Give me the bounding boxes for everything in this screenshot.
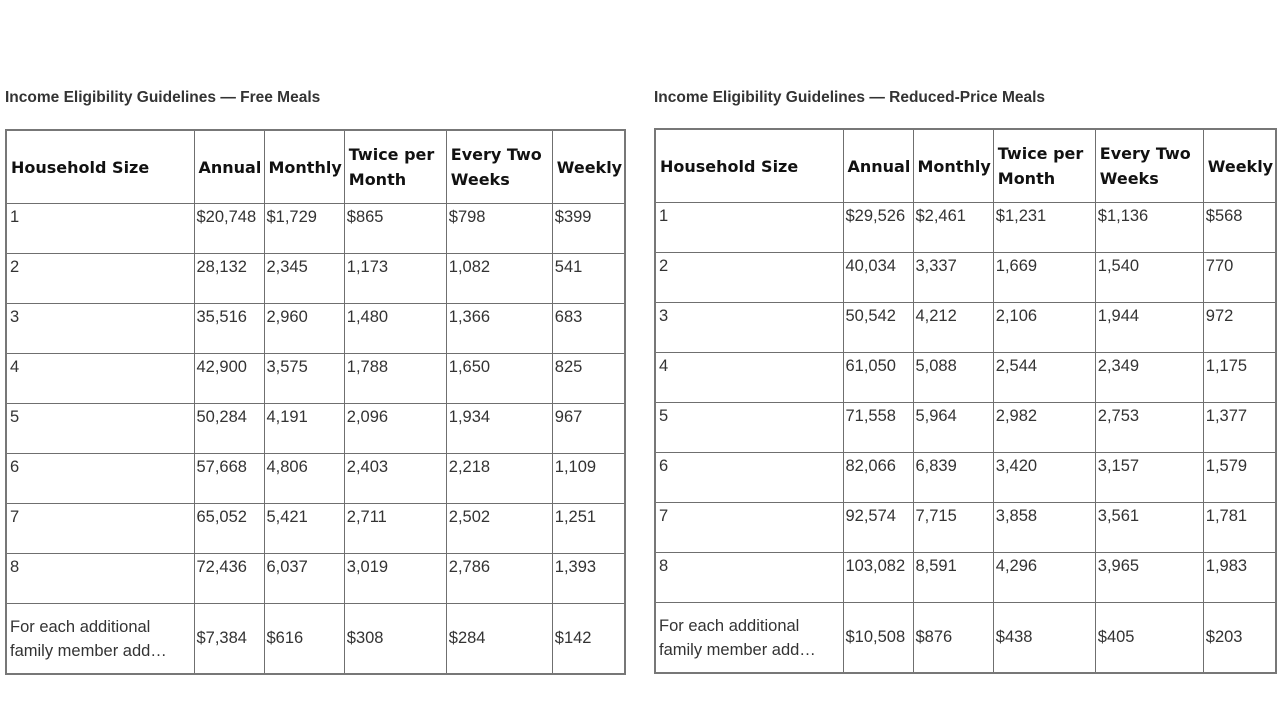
table-row [6,354,625,404]
cell-annual: $29,526 [843,203,913,253]
cell-household-size: 4 [6,354,194,404]
header-household-size: Household Size [655,129,843,203]
cell-household-size: 6 [655,453,843,503]
free-meals-panel [5,86,626,675]
cell-household-size: 4 [655,353,843,403]
cell-weekly: 1,175 [1203,353,1276,403]
cell-annual: $20,748 [194,204,264,254]
table-row [655,303,1276,353]
cell-monthly: 5,964 [913,403,993,453]
cell-every-two-weeks: $1,136 [1095,203,1203,253]
table-row [6,254,625,304]
cell-twice-per-month: 2,403 [344,454,446,504]
cell-annual: 28,132 [194,254,264,304]
header-weekly: Weekly [1203,129,1276,203]
cell-household-size: 2 [655,253,843,303]
cell-monthly: $876 [913,603,993,674]
cell-twice-per-month: $865 [344,204,446,254]
table-row [6,554,625,604]
cell-twice-per-month: 1,173 [344,254,446,304]
table-row [655,453,1276,503]
cell-annual: 92,574 [843,503,913,553]
reduced-price-meals-table [654,128,1277,674]
cell-household-size: 3 [655,303,843,353]
table-row [6,604,625,675]
cell-weekly: 1,781 [1203,503,1276,553]
cell-weekly: 683 [552,304,625,354]
cell-household-size: 5 [655,403,843,453]
cell-household-size: 7 [6,504,194,554]
cell-annual: 35,516 [194,304,264,354]
cell-every-two-weeks: $798 [446,204,552,254]
cell-monthly: 4,191 [264,404,344,454]
cell-every-two-weeks: 1,934 [446,404,552,454]
cell-household-size: 3 [6,304,194,354]
cell-weekly: 1,579 [1203,453,1276,503]
free-meals-table [5,129,626,675]
cell-every-two-weeks: 2,218 [446,454,552,504]
table-row [655,203,1276,253]
cell-every-two-weeks: 3,965 [1095,553,1203,603]
cell-household-size: 1 [6,204,194,254]
cell-twice-per-month: 2,711 [344,504,446,554]
cell-twice-per-month: $308 [344,604,446,675]
cell-weekly: $568 [1203,203,1276,253]
cell-every-two-weeks: $405 [1095,603,1203,674]
cell-annual: 61,050 [843,353,913,403]
cell-household-size: For each additional family member add… [655,603,843,674]
cell-household-size: For each additional family member add… [6,604,194,675]
cell-monthly: $1,729 [264,204,344,254]
cell-annual: 42,900 [194,354,264,404]
header-twice-per-month: Twice per Month [993,129,1095,203]
table-header-row [655,129,1276,203]
cell-weekly: 972 [1203,303,1276,353]
cell-weekly: 770 [1203,253,1276,303]
cell-annual: 50,284 [194,404,264,454]
header-weekly: Weekly [552,130,625,204]
cell-twice-per-month: 2,096 [344,404,446,454]
header-household-size: Household Size [6,130,194,204]
cell-annual: 50,542 [843,303,913,353]
cell-annual: 103,082 [843,553,913,603]
cell-twice-per-month: 3,858 [993,503,1095,553]
cell-household-size: 1 [655,203,843,253]
cell-every-two-weeks: 2,502 [446,504,552,554]
cell-household-size: 5 [6,404,194,454]
cell-monthly: 4,806 [264,454,344,504]
table-row [6,454,625,504]
cell-annual: 71,558 [843,403,913,453]
cell-twice-per-month: $1,231 [993,203,1095,253]
cell-every-two-weeks: 2,786 [446,554,552,604]
header-annual: Annual [843,129,913,203]
cell-monthly: 5,421 [264,504,344,554]
cell-annual: 72,436 [194,554,264,604]
reduced-price-meals-panel [654,86,1277,674]
cell-weekly: 1,377 [1203,403,1276,453]
cell-twice-per-month: 3,019 [344,554,446,604]
header-monthly: Monthly [264,130,344,204]
cell-weekly: $399 [552,204,625,254]
cell-weekly: 1,251 [552,504,625,554]
header-annual: Annual [194,130,264,204]
header-twice-per-month: Twice per Month [344,130,446,204]
table-row [6,504,625,554]
cell-twice-per-month: 2,106 [993,303,1095,353]
cell-household-size: 8 [6,554,194,604]
cell-annual: 65,052 [194,504,264,554]
table-row [6,204,625,254]
cell-weekly: 1,393 [552,554,625,604]
table-row [655,253,1276,303]
table-row [6,304,625,354]
cell-weekly: 1,983 [1203,553,1276,603]
table-row [6,404,625,454]
cell-twice-per-month: $438 [993,603,1095,674]
cell-every-two-weeks: 1,944 [1095,303,1203,353]
cell-twice-per-month: 2,982 [993,403,1095,453]
cell-annual: 40,034 [843,253,913,303]
cell-household-size: 2 [6,254,194,304]
cell-annual: $10,508 [843,603,913,674]
cell-weekly: 1,109 [552,454,625,504]
cell-every-two-weeks: 1,082 [446,254,552,304]
cell-monthly: 6,839 [913,453,993,503]
table-row [655,403,1276,453]
cell-monthly: 2,960 [264,304,344,354]
cell-annual: 82,066 [843,453,913,503]
cell-every-two-weeks: 2,349 [1095,353,1203,403]
header-monthly: Monthly [913,129,993,203]
cell-monthly: 6,037 [264,554,344,604]
cell-every-two-weeks: 1,540 [1095,253,1203,303]
cell-every-two-weeks: 3,561 [1095,503,1203,553]
table-row [655,603,1276,674]
reduced-price-meals-title: Income Eligibility Guidelines — Reduced-Price Meals [654,89,1046,106]
free-meals-title: Income Eligibility Guidelines — Free Meals [5,89,321,106]
header-every-two-weeks: Every Two Weeks [1095,129,1203,203]
cell-household-size: 8 [655,553,843,603]
cell-monthly: 7,715 [913,503,993,553]
cell-every-two-weeks: 3,157 [1095,453,1203,503]
cell-monthly: 2,345 [264,254,344,304]
cell-monthly: 3,575 [264,354,344,404]
cell-every-two-weeks: $284 [446,604,552,675]
cell-twice-per-month: 1,669 [993,253,1095,303]
cell-monthly: 5,088 [913,353,993,403]
cell-weekly: 541 [552,254,625,304]
cell-monthly: $2,461 [913,203,993,253]
cell-twice-per-month: 3,420 [993,453,1095,503]
cell-weekly: $203 [1203,603,1276,674]
cell-household-size: 7 [655,503,843,553]
cell-monthly: $616 [264,604,344,675]
cell-monthly: 8,591 [913,553,993,603]
cell-twice-per-month: 4,296 [993,553,1095,603]
cell-every-two-weeks: 2,753 [1095,403,1203,453]
header-every-two-weeks: Every Two Weeks [446,130,552,204]
cell-every-two-weeks: 1,650 [446,354,552,404]
cell-weekly: $142 [552,604,625,675]
table-header-row [6,130,625,204]
table-row [655,553,1276,603]
cell-weekly: 825 [552,354,625,404]
cell-every-two-weeks: 1,366 [446,304,552,354]
table-row [655,353,1276,403]
cell-annual: 57,668 [194,454,264,504]
table-row [655,503,1276,553]
cell-household-size: 6 [6,454,194,504]
cell-annual: $7,384 [194,604,264,675]
cell-twice-per-month: 2,544 [993,353,1095,403]
cell-monthly: 4,212 [913,303,993,353]
cell-monthly: 3,337 [913,253,993,303]
cell-twice-per-month: 1,788 [344,354,446,404]
cell-twice-per-month: 1,480 [344,304,446,354]
cell-weekly: 967 [552,404,625,454]
